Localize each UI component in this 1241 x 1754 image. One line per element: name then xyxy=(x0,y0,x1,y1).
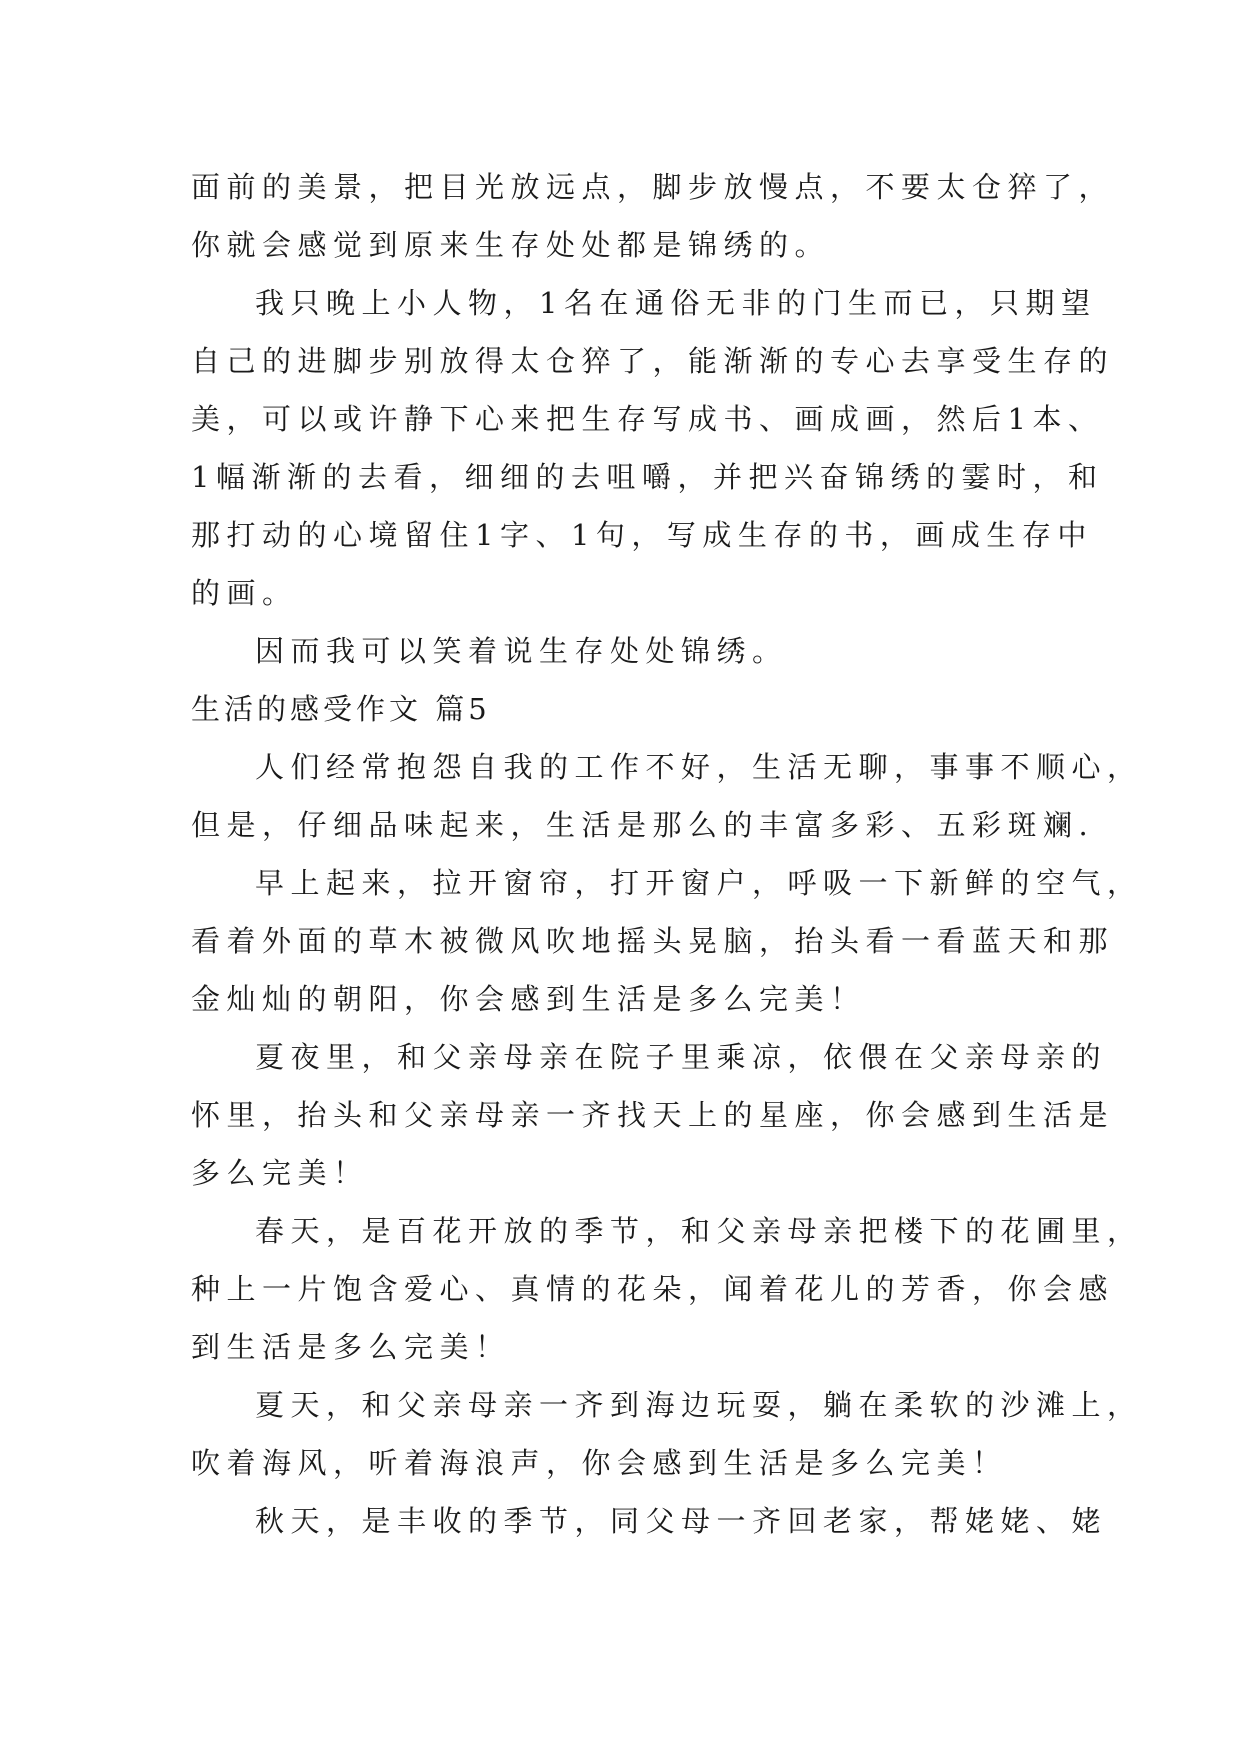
section-heading: 生活的感受作文 篇5 xyxy=(191,692,491,726)
paragraph-start-line: 早上起来，拉开窗帘，打开窗户，呼吸一下新鲜的空气， xyxy=(255,866,1143,900)
paragraph-start-line: 因而我可以笑着说生存处处锦绣。 xyxy=(255,634,788,668)
text-line: 那打动的心境留住1字、1句，写成生存的书，画成生存中 xyxy=(191,518,1093,552)
text-line: 你就会感觉到原来生存处处都是锦绣的。 xyxy=(191,228,831,262)
paragraph-start-line: 人们经常抱怨自我的工作不好，生活无聊，事事不顺心， xyxy=(255,750,1143,784)
paragraph-start-line: 夏天，和父亲母亲一齐到海边玩耍，躺在柔软的沙滩上， xyxy=(255,1388,1143,1422)
paragraph-start-line: 春天，是百花开放的季节，和父亲母亲把楼下的花圃里， xyxy=(255,1214,1143,1248)
text-line: 1幅渐渐的去看，细细的去咀嚼，并把兴奋锦绣的霎时，和 xyxy=(191,460,1104,494)
essay-body xyxy=(191,158,1143,1550)
text-line: 种上一片饱含爱心、真情的花朵，闻着花儿的芳香，你会感 xyxy=(191,1272,1115,1306)
paragraph-start-line: 夏夜里，和父亲母亲在院子里乘凉，依偎在父亲母亲的 xyxy=(255,1040,1108,1074)
paragraph-start-line: 我只晚上小人物，1名在通俗无非的门生而已，只期望 xyxy=(255,286,1097,320)
text-line: 多么完美！ xyxy=(191,1156,369,1190)
text-line: 的画。 xyxy=(191,576,298,610)
text-line: 怀里，抬头和父亲母亲一齐找天上的星座，你会感到生活是 xyxy=(191,1098,1115,1132)
text-line: 但是，仔细品味起来，生活是那么的丰富多彩、五彩斑斓. xyxy=(191,808,1095,842)
text-line: 面前的美景，把目光放远点，脚步放慢点，不要太仓猝了， xyxy=(191,170,1115,204)
text-line: 自己的进脚步别放得太仓猝了，能渐渐的专心去享受生存的 xyxy=(191,344,1115,378)
text-line: 美，可以或许静下心来把生存写成书、画成画，然后1本、 xyxy=(191,402,1104,436)
paragraph-start-line: 秋天，是丰收的季节，同父母一齐回老家，帮姥姥、姥 xyxy=(255,1504,1108,1538)
text-line: 金灿灿的朝阳，你会感到生活是多么完美！ xyxy=(191,982,866,1016)
text-line: 看着外面的草木被微风吹地摇头晃脑，抬头看一看蓝天和那 xyxy=(191,924,1115,958)
text-line: 到生活是多么完美！ xyxy=(191,1330,511,1364)
text-line: 吹着海风，听着海浪声，你会感到生活是多么完美！ xyxy=(191,1446,1008,1480)
